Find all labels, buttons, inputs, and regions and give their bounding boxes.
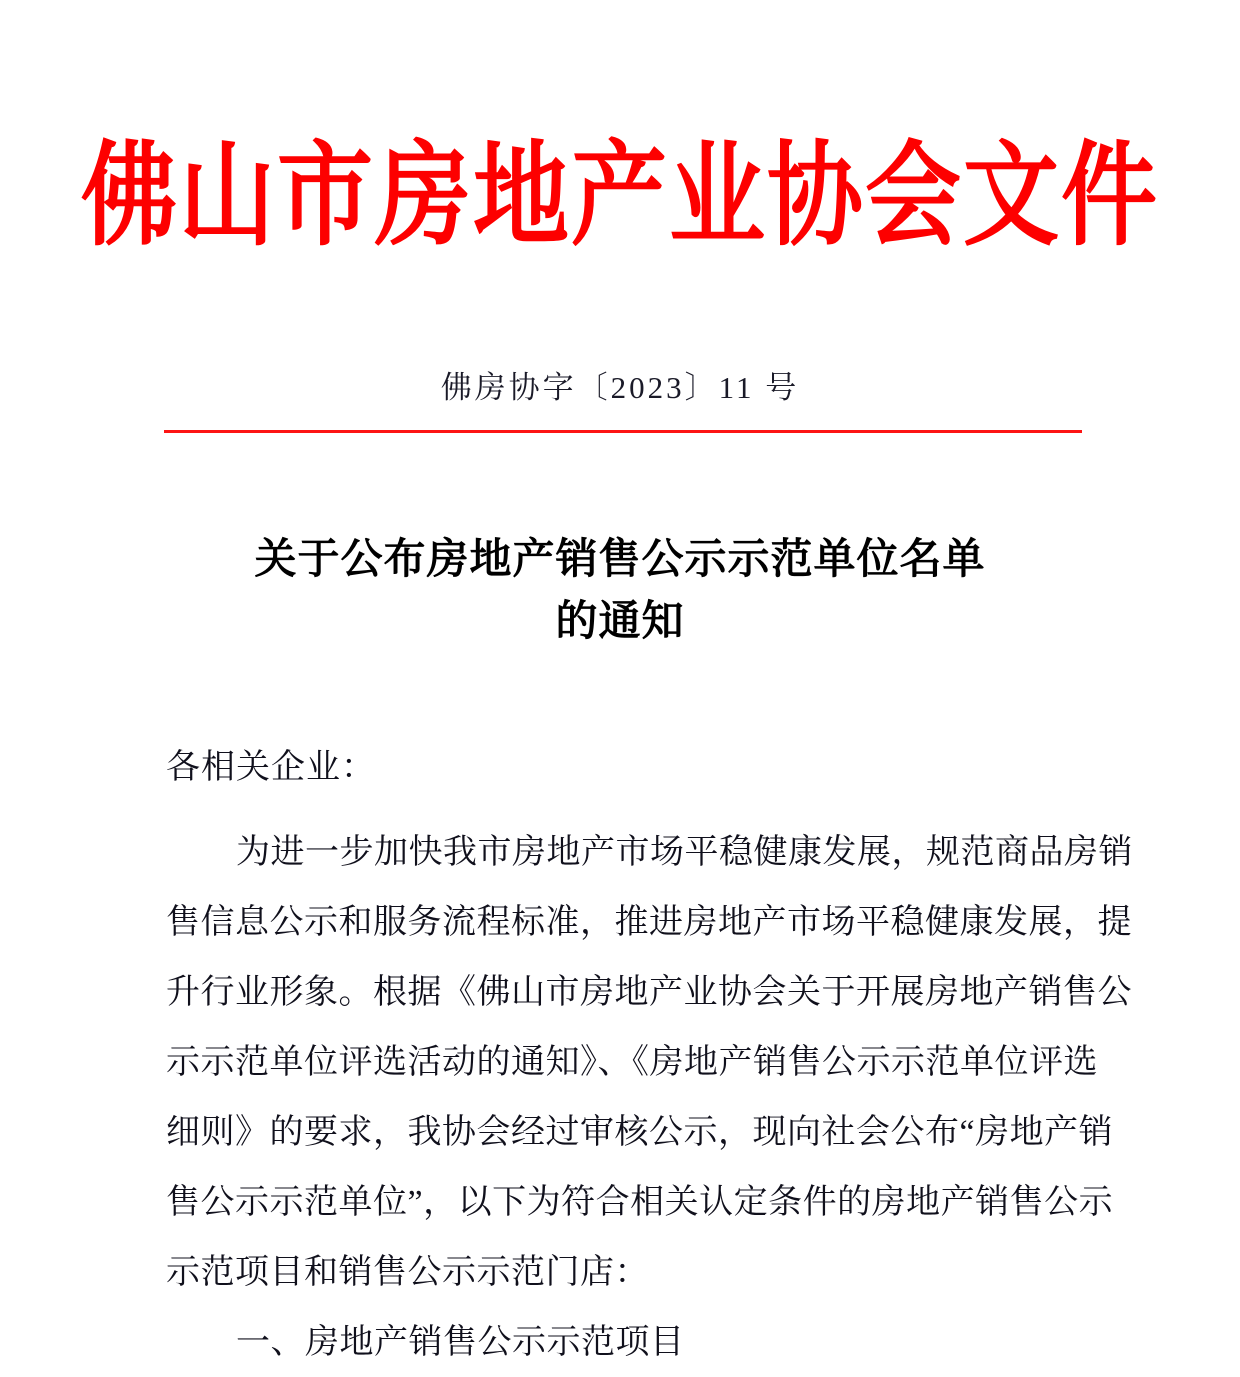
body-paragraph-line: 示示范单位评选活动的通知》、《房地产销售公示示范单位评选 xyxy=(166,1044,1098,1081)
body-paragraph-line: 细则》的要求，我协会经过审核公示，现向社会公布“房地产销 xyxy=(166,1114,1114,1151)
body-paragraph-line: 升行业形象。根据《佛山市房地产业协会关于开展房地产销售公 xyxy=(166,974,1132,1011)
letterhead-title: 佛山市房地产业协会文件 xyxy=(81,132,1159,260)
salutation: 各相关企业： xyxy=(166,749,376,786)
letterhead xyxy=(0,132,1240,260)
body-paragraph-line: 示范项目和销售公示示范门店： xyxy=(166,1254,649,1291)
document-title-line-2: 的通知 xyxy=(555,597,685,644)
body-paragraph-line: 售公示示范单位”，以下为符合相关认定条件的房地产销售公示 xyxy=(166,1184,1114,1221)
document-body xyxy=(166,744,1133,1377)
document-title-line-1: 关于公布房地产销售公示示范单位名单 xyxy=(254,535,986,582)
body-paragraph-line: 售信息公示和服务流程标准，推进房地产市场平稳健康发展，提 xyxy=(166,904,1132,941)
section-heading-1: 一、房地产销售公示示范项目 xyxy=(236,1324,685,1361)
document-number: 佛房协字〔2023〕11 号 xyxy=(440,370,800,405)
body-paragraph-line: 为进一步加快我市房地产市场平稳健康发展，规范商品房销 xyxy=(236,834,1133,871)
red-divider-rule xyxy=(164,430,1082,433)
document-title xyxy=(170,528,1070,652)
